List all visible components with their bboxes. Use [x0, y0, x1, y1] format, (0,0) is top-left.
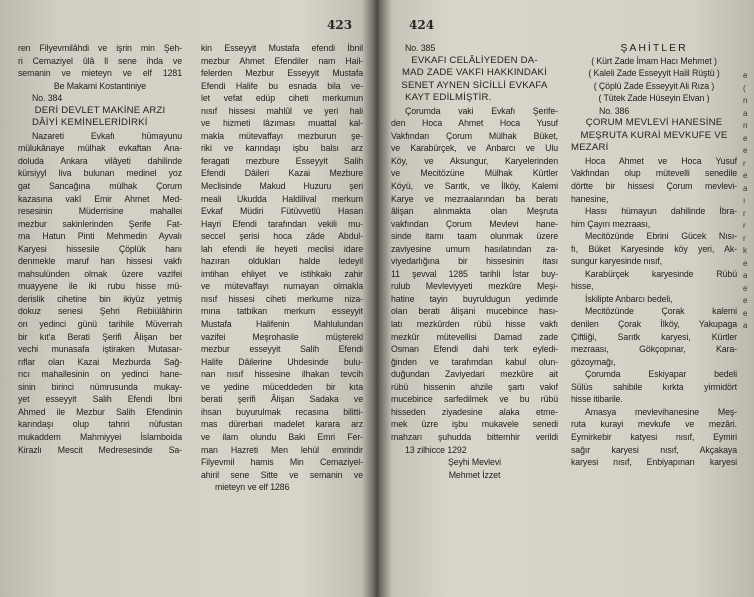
text-line: let vefat edüp ciheti merkumun [201, 93, 363, 104]
text-line: Çorumda Eskiyapar bedeli [585, 369, 737, 380]
text-line: mezkûr mütevellisi Damad zade [391, 331, 558, 342]
text-line: Evkaf Müdiri Fütüvvetlû Hasan [201, 206, 363, 217]
edge-char: r [743, 158, 746, 168]
text-line: makla mütevaffayı mezburun şe- [201, 130, 363, 141]
text-line: felerden Mezbur Esseyyit Mustafa [201, 68, 363, 79]
text-line: latı mezkûrden rübü hisse vakfı [391, 319, 558, 330]
text-line: rıcı mahallesinin on yedinci hane- [18, 369, 182, 380]
text-line: mas dürerbari madelet karara arz [201, 419, 363, 430]
edge-char: a [743, 183, 748, 193]
text-line: hisse itibarile. [571, 394, 623, 405]
text-line: berati şerifi Âlişan Sadaka ve [201, 394, 363, 405]
text-line: Karabürçek karyesinde Rübü [585, 268, 737, 279]
text-line: sinde itamı taam olunmak üzere [391, 231, 558, 242]
text-line: ahiril sene Sitte ve semanin ve [201, 469, 363, 480]
edge-char: ı [743, 196, 746, 205]
right-page-column-1 [391, 42, 558, 481]
text-line: ( Tütek Zade Hüseyin Elvan ) [598, 93, 710, 104]
edge-char: a [743, 108, 748, 118]
text-line: mek üzre işbu mukavele senedi [391, 419, 558, 430]
text-line: MAD ZADE VAKFI HAKKINDAKİ [401, 67, 548, 79]
text-line: nan nısıf hissesine ilhakan tevcih [201, 369, 363, 380]
text-line: Sülüs sahibile kırkta yirmidört [571, 381, 737, 392]
text-line: ğinden ve tarafımdan kabul olun- [391, 356, 558, 367]
text-line: rıflar olan Kazai Mezburda Sağ- [18, 356, 182, 367]
text-line: Vakfından olup mütevelli senedile [571, 168, 737, 179]
page-number-right: 424 [409, 18, 435, 32]
text-line: Kirazlı Mescit Medresesinde Sa- [18, 444, 182, 455]
text-line: EVKAFI CELÂLİYEDEN DA- [411, 54, 538, 66]
edge-char: e [743, 296, 748, 305]
text-line: mezraası, Gökçopınar, Kara- [571, 344, 737, 355]
text-line: mieteyn ve elf 1286 [215, 482, 290, 493]
edge-char: e [743, 133, 748, 143]
text-line: DÂİYİ KEMİNELERİDİRKİ [32, 117, 148, 129]
text-line: riki ve karındaşı işbu balsı arz [201, 143, 363, 154]
text-line: MEZARİ [571, 142, 609, 154]
text-line: mına tatbikan merkum esseyyit [201, 306, 363, 317]
text-line: Mecitözünde Çorak kalemi [585, 306, 737, 317]
text-line: Eymirkebir katyesi nısıf, Eymiri [571, 431, 737, 442]
page-edge-text [743, 70, 753, 333]
text-line: muayyene ile iki rubu hisse mü- [18, 281, 182, 292]
text-line: mezbur esseyyit Salih Efendi [201, 344, 363, 355]
text-line: Mecitözünde Ebrini Gücek Nısı- [585, 231, 737, 242]
text-line: sağır karyesi nısıf, Akçakaya [571, 444, 737, 455]
text-line: gat Sancağına mülhak Çorum [18, 181, 182, 192]
text-line: dokuz senesi Şehri Rebiülâhirin [18, 306, 182, 317]
text-line: Mehmet İzzet [448, 469, 501, 480]
text-line: mahsulünden olmak üzere vazifei [18, 268, 182, 279]
text-line: Be Makami Kostantiniye [53, 80, 147, 91]
text-line: SENET AYNEN SİCİLLİ EVKAFA [401, 79, 548, 91]
text-line: on yedinci günü tarihile Müverrah [18, 319, 182, 330]
text-line: KAYT EDİLMİŞTİR. [405, 92, 492, 104]
text-line: rübü hissenin ahzile şartı vakıf [391, 381, 558, 392]
text-line: mahzarı şuhudda bittemhir verildi [391, 431, 558, 442]
text-line: Hoca Ahmet ve Hoca Yusuf [585, 155, 737, 166]
text-line: hisse, [571, 281, 594, 292]
text-line: kürsiyyl liva bulunan medinel yoz [18, 168, 182, 179]
text-line: vazifei Meşrohasile müşterekl [201, 331, 363, 342]
text-line: hazıran oldukları halde ledeyil [201, 256, 363, 267]
text-line: semanin ve mieteyn ve elf 1281 [18, 68, 182, 79]
text-line: Filyevmil hamis Min Cemaziyel- [201, 457, 363, 468]
text-line: vechi munasafa iştiraken Mutasar- [18, 344, 182, 355]
text-line: Efendi Halife bu esnada bila ve- [201, 80, 363, 91]
text-line: resesinin Müderrisine mahallei [18, 206, 182, 217]
text-line: Köy, ve Aksungur, Karyelerinden [391, 155, 558, 166]
text-line: den Hoca Ahmet Hoca Yusuf [391, 118, 558, 129]
edge-char: n [743, 121, 748, 130]
edge-char: e [743, 258, 748, 268]
text-line: Köyü, ve Sarıtk, ve İlköy, Kalemi [391, 181, 558, 192]
right-page-column-2 [571, 42, 737, 469]
text-line: olan berati âlişani mucebince hası- [391, 306, 558, 317]
text-line: mucebince sarfedilmek ve bu rübü [391, 394, 558, 405]
text-line: 11 şevval 1285 tarihli İstar buy- [391, 268, 558, 279]
text-line: karındaşı olup tahriri nüfustan [18, 419, 182, 430]
text-line: ( Kürt Zade İmam Hacı Mehmet ) [591, 55, 717, 66]
page-number-left: 423 [327, 18, 353, 32]
edge-char: e [743, 308, 748, 318]
text-line: gözoymağı, [571, 356, 616, 367]
text-line: Hayri Efendi tarafından vekili mu- [201, 218, 363, 229]
text-line: Hassı hümayun dahilinde İbra- [585, 206, 737, 217]
edge-char: e [743, 146, 748, 155]
text-line: karyesi nısıf, Enbiyapınarı karyesi [571, 457, 737, 468]
text-line: Çorumda vaki Evkafı Şerife- [405, 105, 558, 116]
text-line: denmekle maruf han hissesi vakfı [18, 256, 182, 267]
text-line: ren Filyevmilâhdi ve işrin min Şeh- [18, 43, 182, 53]
text-line: mülukânaye mülhak evkaftan Ana- [18, 143, 182, 154]
edge-char: a [743, 321, 748, 330]
text-line: mukaddem Mahmiyyei İslamboida [18, 431, 182, 442]
text-line: bir kıt'a Berati Şerifi Âlişan ber [18, 331, 182, 342]
text-line: viyedarlığına bir hissesinin itası [391, 256, 558, 267]
text-line: Halife Dâilerine Uhdesinde bulu- [201, 356, 363, 367]
text-line: meali Ukudda Haldilival merkum [201, 193, 363, 204]
text-line: Efendi Dâileri Kazai Mezbure [201, 168, 363, 179]
text-line: seccel şerisi hoca zâde Abdul- [201, 231, 363, 242]
edge-char: e [743, 283, 748, 293]
text-line: man Hazreti Men lehül emrindir [201, 444, 363, 455]
text-line: feragati mezbure Esseyyit Salih [201, 155, 363, 166]
edge-char: r [743, 233, 746, 243]
text-line: 13 zilhicce 1292 [405, 444, 467, 455]
text-line: him Çayırı mezraası, [571, 218, 651, 229]
text-line: İskilipte Anbarcı bedeli, [585, 293, 673, 304]
edge-char: k [743, 246, 747, 255]
text-line: mezbur sakinlerinden Şerife Fat- [18, 218, 182, 229]
text-line: doluda Ankara vilâyeti dahilinde [18, 155, 182, 166]
edge-char: n [743, 96, 748, 105]
text-line: MEŞRUTA KURAİ MEVKUFE VE [580, 129, 728, 141]
text-line: Nazareti Evkafı hümayunu [32, 130, 182, 141]
text-line: ve mütevaffayı numayan olmakla [201, 281, 363, 292]
text-line: sinin birinci nümrusunda mukay- [18, 381, 182, 392]
text-line: hanesine, [571, 193, 609, 204]
text-line: Osman Efendi dahi terk eyledi- [391, 344, 558, 355]
text-line: ri Cemaziyel ûlâ ll sene ihda ve [18, 55, 182, 66]
edge-char: r [743, 221, 746, 230]
text-line: lah efendi ile heyeti meclisi idare [201, 243, 363, 254]
text-line: denilen Çorak İlköy, Yakupaga [571, 319, 737, 330]
text-line: ( Kaleli Zade Esseyyit Halil Rüştü ) [588, 68, 720, 79]
text-line: Karyesi hissesile Çöplük hanı [18, 243, 182, 254]
text-line: ŞAHİTLER [620, 42, 688, 54]
text-line: ve ilam olundu Baki Emri Fer- [201, 431, 363, 442]
text-line: kin Esseyyit Mustafa efendi İbnil [201, 43, 363, 53]
text-line: DERİ DEVLET MAKİNE ARZI [34, 104, 166, 116]
text-line: ma Hatun Pinti Mehmedin Ayvalı [18, 231, 182, 242]
text-line: ve yedine müceddeden bir kıta [201, 381, 363, 392]
text-line: No. 385 [405, 43, 436, 53]
text-line: Karye ve mezraalarından ba beratı [391, 193, 558, 204]
text-line: No. 386 [599, 105, 630, 116]
text-line: ( Çöplü Zade Esseyyit Ali Rıza ) [593, 80, 715, 91]
text-line: fı, Büket Karyesinde köy yeri, Ak- [571, 243, 737, 254]
text-line: ruta kurayi mevkufe ve mezâri. [571, 419, 737, 430]
text-line: nısıf hissesi ciheti merkume niza- [201, 293, 363, 304]
text-line: ve Karabürçek, ve Anbarcı ve Ulu [391, 143, 558, 154]
text-line: Amasya mevlevihanesine Meş- [585, 406, 737, 417]
edge-char: a [743, 271, 748, 280]
text-line: Vakfından Çorum Mülhak Büket, [391, 130, 558, 141]
text-line: kazasına vakî Emir Ahmet Med- [18, 193, 182, 204]
text-line: vakfından Çorum Mevlevi hane- [391, 218, 558, 229]
text-line: sungur karyesinde nısıf, [571, 256, 662, 267]
text-line: ÇORUM MEVLEVİ HANESİNE [585, 117, 723, 129]
text-line: nısıf hissesi mahlûl ve yeri hali [201, 105, 363, 116]
text-line: ve Mecitözüne Mülhak Kürtler [391, 168, 558, 179]
text-line: mezbur Ahmet Efendiler nam Hail- [201, 55, 363, 66]
text-line: hisseden ziyadesine alaka etme- [391, 406, 558, 417]
text-line: Mustafa Halifenin Mahlulundan [201, 319, 363, 330]
left-page-column-2 [201, 42, 363, 494]
text-line: rulub Mevleviyyeti mezkûre Meşi- [391, 281, 558, 292]
text-line: imtihan ehliyet ve istihkakı zahir [201, 268, 363, 279]
edge-char: e [743, 71, 748, 80]
text-line: Şeyhi Mevlevi [448, 457, 501, 468]
edge-char: ( [743, 83, 746, 93]
edge-char: e [743, 171, 748, 180]
text-line: yet esseyyit Salih Efendi İbni [18, 394, 182, 405]
text-line: derislik cihetine bin ikiyüz yetmiş [18, 293, 182, 304]
text-line: ve hizmeti lâzıması muattal kal- [201, 118, 363, 129]
text-line: zaviyesine umum hasılatından za- [391, 243, 558, 254]
text-line: Ahmed ile Mezbur Salih Efendinin [18, 406, 182, 417]
text-line: No. 384 [32, 93, 63, 104]
text-line: ihsan buyurulmak recasına bilitti- [201, 406, 363, 417]
edge-char: r [743, 208, 746, 218]
text-line: duğundan Zaviyedari mezkûre ait [391, 369, 558, 380]
text-line: hatine tayin buyruldugun yedimde [391, 293, 558, 304]
text-line: Meclisinde Makud Huzuru şeri [201, 181, 363, 192]
text-line: dörtte bir hissesi Çorum mevlevi- [571, 181, 737, 192]
left-page-column-1 [18, 42, 182, 456]
text-line: âlişan alınmakta olan Meşruta [391, 206, 558, 217]
text-line: Çiftliği, Sarıtk karyesi, Kürtler [571, 331, 737, 342]
